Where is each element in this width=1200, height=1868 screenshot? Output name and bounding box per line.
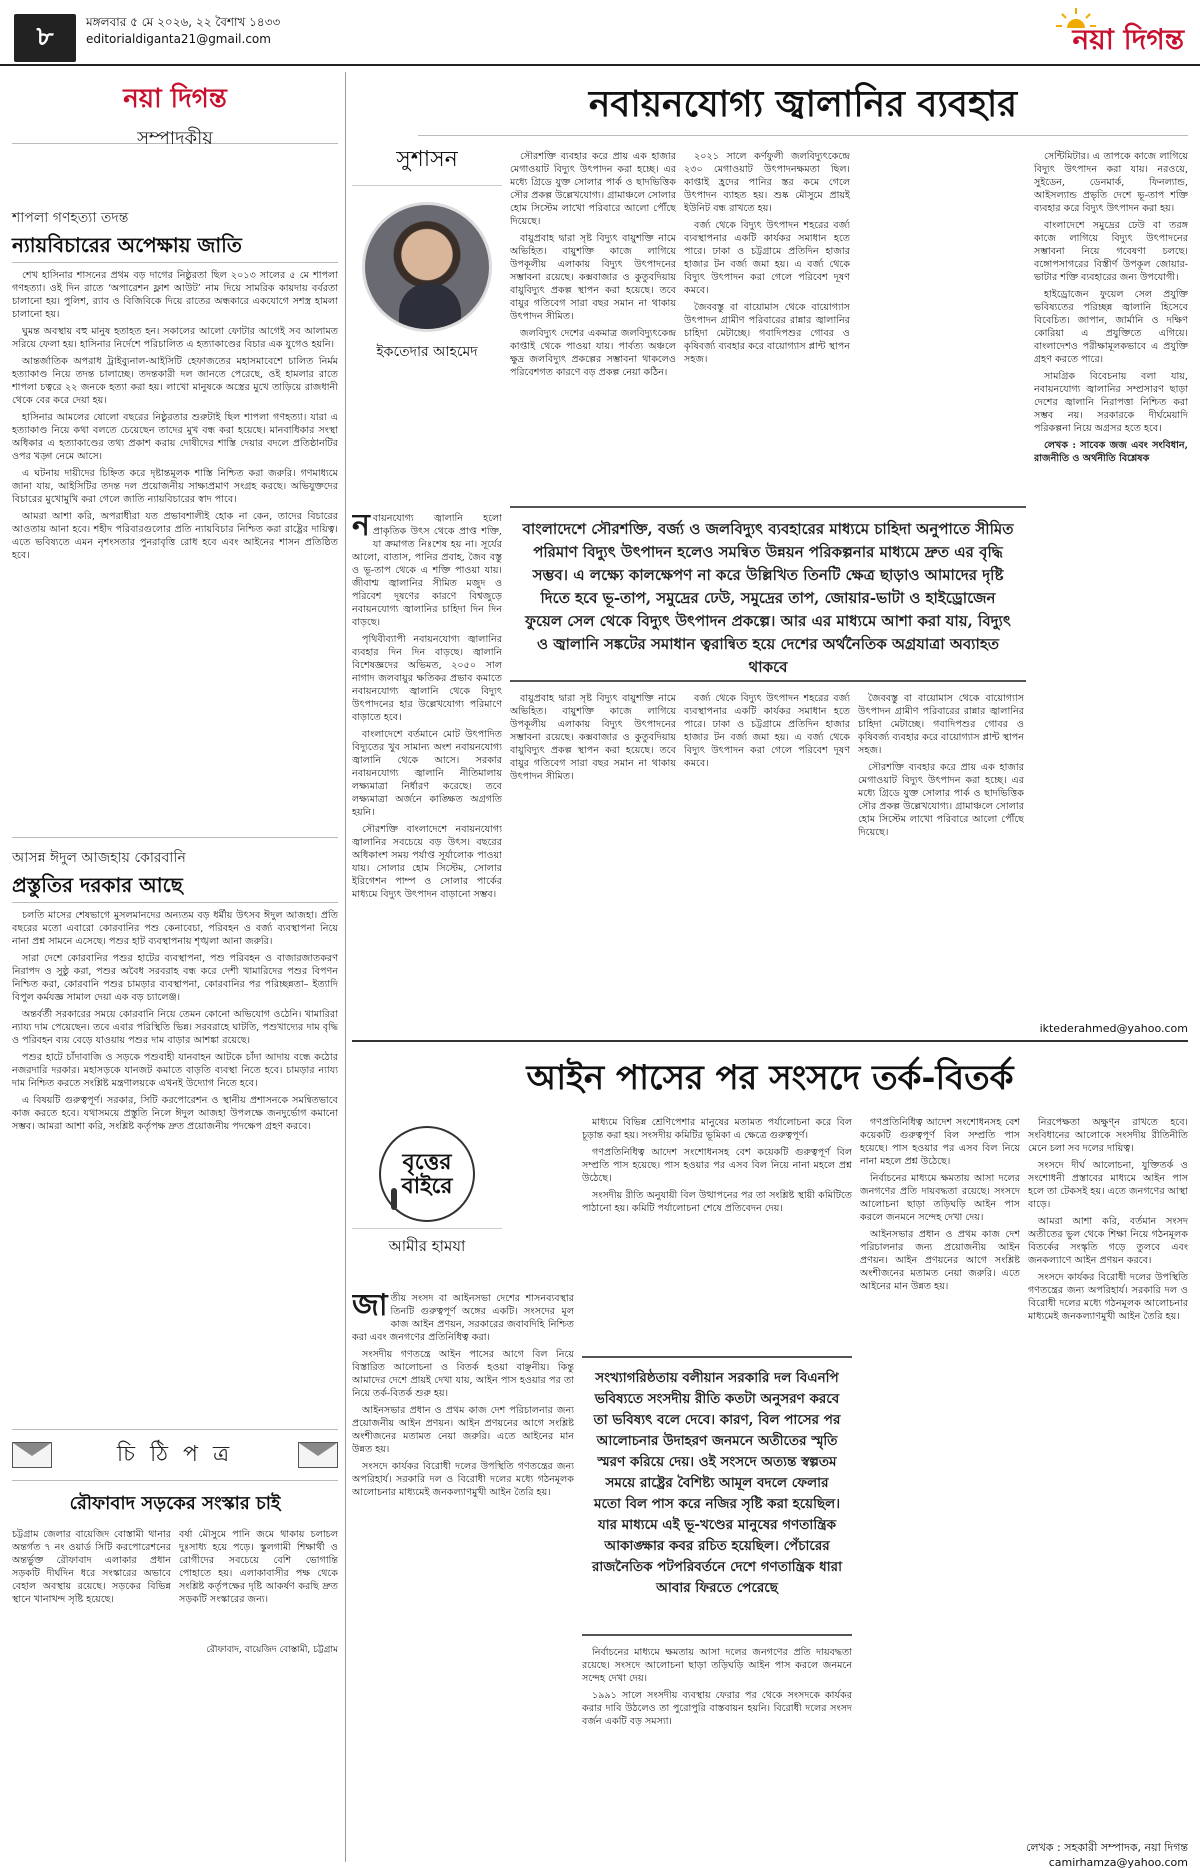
envelope-icon [298, 1442, 338, 1468]
letters-title: চি ঠি প ত্র [116, 1441, 234, 1467]
masthead-logo-text: নয়া দিগন্ত [1072, 23, 1184, 56]
editorial-headline-2: প্রস্তুতির দরকার আছে [12, 872, 338, 903]
author-portrait [362, 202, 492, 332]
editorial-email[interactable]: editorialdiganta21@gmail.com [86, 32, 271, 46]
article1-author: ইকতেদার আহমেদ [376, 344, 478, 360]
editorial-body-1: শেখ হাসিনার শাসনের প্রথম বড় দাগের নিষ্ঠুরতা ছিল ২০১৩ সালের ৫ মে শাপলা গণহত্যা। ওই দিন রাতে ‘অপারেশন ফ্লাশ আউট’ নাম দিয়ে সামরিক কায়দায় বর্বরতা চালানো হয়। পুলিশ, র‌্যাব ও বিজিবিকে দিয়ে রাতের অন্ধকারে একযোগে সশস্ত্র হামলা চালানো হয়। ঘুমন্ত অবস্থায় বহু মানুষ হতাহত হন। সকালের আলো ফোটার আগেই সব আলামত সরিয়ে ফেলা হয়। হাসিনার নির্দেশে পরিচালিত এ হত্যাকাণ্ডের বিচার এক যুগেও হয়নি। আন্তর্জাতিক অপরাধ ট্রাইব্যুনাল-আইসিটি হেফাজতের মহাসমাবেশে চালিত নির্মম হত্যাকাণ্ড নিয়ে তদন্ত চালাচ্ছে। তদন্তকারী দল জানতে পেরেছে, ওই হামলার রাতে শাপলা চত্বরে ২২ জনকে হত্যা করা হয়। লাখো মানুষকে অস্ত্রের মুখে তাড়িয়ে রাজধানী থেকে বের করে দেয়া হয়। হাসিনার আমলের ষোলো বছরের নিষ্ঠুরতার শুরুটাই ছিল শাপলা গণহত্যা। যারা এ হত্যাকাণ্ড নিয়ে কথা বলতে চেয়েছেন তাদের মুখ বন্ধ করা হয়েছে। মানবাধিকার সংস্থা অধিকার এ হত্যাকাণ্ডের তথ্য প্রকাশ করায় দোষীদের শাস্তি দেয়ার বদলে প্রতিষ্ঠানটির ওপর খড়্গ নেমে আসে। এ ঘটনায় দায়ীদের চিহ্নিত করে দৃষ্টান্তমূলক শাস্তি নিশ্চিত করা জরুরি। গণমাধ্যমে জানা যায়, আইসিটির তদন্ত দল প্রয়োজনীয় সাক্ষ্যপ্রমাণ সংগ্রহ করছে। অভিযুক্তদের বিচারের মুখোমুখি করা গেলে জাতি ন্যায়বিচারের স্বাদ পাবে। আমরা আশা করি, অপরাধীরা যত প্রভাবশালীই হোক না কেন, তাদের বিচারের আওতায় আনা হবে। শহীদ পরিবারগুলোর প্রতি ন্যায়বিচার নিশ্চিত করা রাষ্ট্রের দায়িত্ব। এতে ভবিষ্যতে এমন নৃশংসতার পুনরাবৃত্তি রোধ হবে এবং আইনের শাসন প্রতিষ্ঠিত হবে। [12, 270, 338, 561]
article2-column-block [352, 1116, 502, 1286]
dropcap: জা [352, 1292, 388, 1323]
article2-col-4: নিরপেক্ষতা অক্ষুণ্ন রাখতে হবে। সংবিধানের আলোকে সংসদীয় রীতিনীতি মেনে চলা সব দলের দায়িত্ব। সংসদে দীর্ঘ আলোচনা, যুক্তিতর্ক ও সংশোধনী প্রস্তাবের মাধ্যমে আইন পাস হলে তা টেকসই হয়। এতে জনগণের আস্থা বাড়ে। আমরা আশা করি, বর্তমান সংসদ অতীতের ভুল থেকে শিক্ষা নিয়ে গঠনমূলক বিতর্কের সংস্কৃতি গড়ে তুলবে এবং জনকল্যাণে আইন প্রণয়ন করবে। সংসদে কার্যকর বিরোধী দলের উপস্থিতি গণতন্ত্রের জন্য অপরিহার্য। সরকারি দল ও বিরোধী দলের মধ্যে গঠনমূলক আলোচনার মাধ্যমেই জনকল্যাণমুখী আইন তৈরি হয়। [1028, 1117, 1188, 1322]
article2-pullquote: সংখ্যাগরিষ্ঠতায় বলীয়ান সরকারি দল বিএনপি ভবিষ্যতে সংসদীয় রীতি কতটা অনুসরণ করবে তা ভবিষ্যৎ বলে দেবে। কারণ, বিল পাসের পর আলোচনার উদাহরণ জনমনে অতীতের স্মৃতি স্মরণ করিয়ে দেয়। ওই সংসদে অত্যন্ত স্বল্পতম সময়ে রাষ্ট্রের বৈশিষ্ট্য আমূল বদলে ফেলার মতো বিল পাস করে নজির সৃষ্টি করা হয়েছিল। যার মাধ্যমে এই ভূ-খণ্ডের মানুষের গণতান্ত্রিক আকাঙ্ক্ষার কবর রচিত হয়েছিল। পেঁচারের রাজনৈতিক পটপরিবর্তনে দেশে গণতান্ত্রিক ধারা আবার ফিরতে পেরেছে [582, 1356, 852, 1636]
issue-date: মঙ্গলবার ৫ মে ২০২৬, ২২ বৈশাখ ১৪৩৩ [86, 15, 281, 29]
masthead-logo [1014, 10, 1184, 54]
letter-col-1: চট্টগ্রাম জেলার বায়েজিদ বোস্তামী থানার অন্তর্গত ৭ নং ওয়ার্ড সিটি করপোরেশনের অন্তর্ভুক্ত রৌফাবাদ এলাকার প্রধান সড়কটি দীর্ঘদিন ধরে সংস্কারের অভাবে বেহাল অবস্থায় রয়েছে। সড়কের বিভিন্ন স্থানে খানাখন্দ সৃষ্টি হয়েছে। [12, 1529, 171, 1605]
column-logo [379, 1126, 475, 1222]
article2-title: আইন পাসের পর সংসদে তর্ক-বিতর্ক [526, 1058, 1014, 1098]
editorial-kicker-1: শাপলা গণহত্যা তদন্ত [12, 210, 129, 226]
editorial-column [12, 72, 338, 1862]
article1-col-1: নবায়নযোগ্য জ্বালানি হলো প্রাকৃতিক উৎস থেকে প্রাপ্ত শক্তি, যা ক্রমাগত নিঃশেষ হয় না। সূর্যের আলো, বাতাস, পানির প্রবাহ, জৈব বস্তু ও ভূ-তাপ থেকে এ শক্তি পাওয়া যায়। জীবাশ্ম জ্বালানির সীমিত মজুদ ও পরিবেশ দূষণের কারণে বিশ্বজুড়ে নবায়নযোগ্য জ্বালানির চাহিদা দিন দিন বাড়ছে। পৃথিবীব্যাপী নবায়নযোগ্য জ্বালানির ব্যবহার দিন দিন বাড়ছে। জ্বালানি বিশেষজ্ঞদের অভিমত, ২০৫০ সাল নাগাদ জলবায়ুর ক্ষতিকর প্রভাব কমাতে নবায়নযোগ্য জ্বালানি থেকে বিদ্যুৎ উৎপাদনের হার উল্লেখযোগ্য পরিমাণে বাড়াতে হবে। বাংলাদেশে বর্তমানে মোট উৎপাদিত বিদ্যুতের খুব সামান্য অংশ নবায়নযোগ্য জ্বালানি থেকে আসে। সরকার নবায়নযোগ্য জ্বালানি নীতিমালায় লক্ষ্যমাত্রা নির্ধারণ করেছে। তবে লক্ষ্যমাত্রা অর্জনে কাঙ্ক্ষিত অগ্রগতি হয়নি। সৌরশক্তি বাংলাদেশে নবায়নযোগ্য জ্বালানির সবচেয়ে বড় উৎস। বছরের অধিকাংশ সময় পর্যাপ্ত সূর্যালোক পাওয়া যায়। সোলার হোম সিস্টেম, সোলার ইরিগেশন পাম্প ও সোলার পার্কের মাধ্যমে বিদ্যুৎ উৎপাদন বাড়ানো সম্ভব। [352, 512, 502, 900]
column-divider [345, 72, 346, 1862]
article2-writer-role: লেখক : সহকারী সম্পাদক, নয়া দিগন্ত [1025, 1841, 1188, 1854]
column-logo-text: বৃত্তের বাইরে [401, 1149, 453, 1199]
editorial-body-2: চলতি মাসের শেষভাগে মুসলমানদের অন্যতম বড় ধর্মীয় উৎসব ঈদুল আজহা। প্রতি বছরের মতো এবারো কোরবানির পশু কেনাবেচা, পরিবহন ও বর্জ্য ব্যবস্থাপনা নিয়ে নানা প্রশ্ন সামনে এসেছে। পশুর হাট ব্যবস্থাপনায় শৃঙ্খলা আনা জরুরি। সারা দেশে কোরবানির পশুর হাটের ব্যবস্থাপনা, পশু পরিবহন ও বাজারজাতকরণ নিরাপদ ও সুষ্ঠু করা, পশুর অবৈধ সরবরাহ বন্ধ করে দেশী খামারিদের পশুর বিপণন নিশ্চিত করা, কোরবানি পশুর চামড়ার ব্যবস্থাপনা, কোরবানির পর পরিচ্ছন্নতা– ইত্যাদি বিপুল কর্মযজ্ঞ সামাল দেয়া এক বড় চ্যালেঞ্জ। অন্তর্বর্তী সরকারের সময়ে কোরবানি নিয়ে তেমন কোনো অভিযোগ ওঠেনি। খামারিরা ন্যায্য দাম পেয়েছেন। তবে এবার পরিস্থিতি ভিন্ন। সরবরাহে ঘাটতি, পশুখাদ্যের দাম বৃদ্ধি ও পরিবহন ব্যয় বেড়ে যাওয়ায় পশুর দাম বাড়ার আশঙ্কা রয়েছে। পশুর হাটে চাঁদাবাজি ও সড়কে পশুবাহী যানবাহন আটকে চাঁদা আদায় বন্ধে কঠোর নজরদারি দরকার। মহাসড়কে যানজট কমাতে বাড়তি ব্যবস্থা নিতে হবে। চামড়ার ন্যায্য দাম নিশ্চিত করতে সংশ্লিষ্ট মন্ত্রণালয়কে এখনই উদ্যোগ নিতে হবে। এ বিষয়টি গুরুত্বপূর্ণ। সরকার, সিটি করপোরেশন ও স্থানীয় প্রশাসনকে সমন্বিতভাবে কাজ করতে হবে। যথাসময়ে প্রস্তুতি নিলে ঈদুল আজহা উপলক্ষে জনদুর্ভোগ কমানো সম্ভব। আমরা আশা করি, সংশ্লিষ্ট কর্তৃপক্ষ দ্রুত প্রয়োজনীয় পদক্ষেপ গ্রহণ করবে। [12, 910, 338, 1132]
article1-col-2b: বায়ুপ্রবাহ দ্বারা সৃষ্ট বিদ্যুৎ বায়ুশক্তি নামে অভিহিত। বায়ুশক্তি কাজে লাগিয়ে উপকূলীয় এলাকায় বিদ্যুৎ উৎপাদনের সম্ভাবনা রয়েছে। কক্সবাজার ও কুতুবদিয়ায় বায়ুবিদ্যুৎ প্রকল্প স্থাপন করা হয়েছে। তবে বায়ুর গতিবেগ সারা বছর সমান না থাকায় উৎপাদন সীমিত। [510, 693, 676, 782]
editorial-masthead [12, 72, 338, 149]
editorial-label: সম্পাদকীয় [137, 128, 213, 149]
article2-col-1: জাতীয় সংসদ বা আইনসভা দেশের শাসনব্যবস্থার তিনটি গুরুত্বপূর্ণ অঙ্গের একটি। সংসদের মূল কাজ আইন প্রণয়ন, সরকারের জবাবদিহি নিশ্চিত করা এবং জনগণের প্রতিনিধিত্ব করা। সংসদীয় গণতন্ত্রে আইন পাসের আগে বিল নিয়ে বিস্তারিত আলোচনা ও বিতর্ক হওয়া বাঞ্ছনীয়। কিন্তু আমাদের দেশে প্রায়ই দেখা যায়, আইন পাস হওয়ার পর তা নিয়ে তর্ক-বিতর্ক শুরু হয়। আইনসভার প্রধান ও প্রথম কাজ দেশ পরিচালনার জন্য প্রয়োজনীয় আইন প্রণয়ন। আইন প্রণয়নের আগে সংশ্লিষ্ট অংশীজনের মতামত নেয়া জরুরি। এতে আইনের মান উন্নত হয়। সংসদে কার্যকর বিরোধী দলের উপস্থিতি গণতন্ত্রের জন্য অপরিহার্য। সরকারি দল ও বিরোধী দলের মধ্যে গঠনমূলক আলোচনার মাধ্যমেই জনকল্যাণমুখী আইন তৈরি হয়। [352, 1292, 574, 1498]
article2-col-2: মাধ্যমে বিভিন্ন শ্রেণিপেশার মানুষের মতামত পর্যালোচনা করে বিল চূড়ান্ত করা হয়। সংসদীয় কমিটির ভূমিকা এ ক্ষেত্রে গুরুত্বপূর্ণ। গণপ্রতিনিধিত্ব আদেশ সংশোধনসহ বেশ কয়েকটি গুরুত্বপূর্ণ বিল সম্প্রতি পাস হয়েছে। পাস হওয়ার পর এসব বিল নিয়ে নানা মহলে প্রশ্ন উঠেছে। সংসদীয় রীতি অনুযায়ী বিল উত্থাপনের পর তা সংশ্লিষ্ট স্থায়ী কমিটিতে পাঠানো হয়। কমিটি পর্যালোচনা শেষে প্রতিবেদন দেয়। [582, 1117, 852, 1214]
article-divider [352, 1040, 1188, 1042]
article2-email[interactable]: camirhamza@yahoo.com [1048, 1856, 1188, 1868]
article1-col-3: ২০২১ সালে কর্ণফুলী জলবিদ্যুৎকেন্দ্রে ২৩০ মেগাওয়াট উৎপাদনক্ষমতা ছিল। কাপ্তাই হ্রদের পানির স্তর কমে গেলে উৎপাদন ব্যাহত হয়। শুষ্ক মৌসুমে প্রায়ই ইউনিট বন্ধ রাখতে হয়। বর্জ্য থেকে বিদ্যুৎ উৎপাদন শহরের বর্জ্য ব্যবস্থাপনার একটি কার্যকর সমাধান হতে পারে। ঢাকা ও চট্টগ্রামে প্রতিদিন হাজার হাজার টন বর্জ্য জমা হয়। এ বর্জ্য থেকে বিদ্যুৎ উৎপাদন করা গেলে পরিবেশ দূষণ কমবে। জৈববস্তু বা বায়োমাস থেকে বায়োগ্যাস উৎপাদন গ্রামীণ পরিবারের রান্নার জ্বালানির চাহিদা মেটাচ্ছে। গবাদিপশুর গোবর ও কৃষিবর্জ্য ব্যবহার করে বায়োগ্যাস প্লান্ট স্থাপন সহজ। [684, 151, 850, 365]
page-header [0, 0, 1200, 66]
article1-title: নবায়নযোগ্য জ্বালানির ব্যবহার [418, 72, 1188, 136]
letter-headline: রৌফাবাদ সড়কের সংস্কার চাই [69, 1493, 281, 1514]
editorial-headline-1: ন্যায়বিচারের অপেক্ষায় জাতি [12, 232, 338, 263]
walker-icon [391, 1188, 397, 1210]
article1-col-3b: বর্জ্য থেকে বিদ্যুৎ উৎপাদন শহরের বর্জ্য ব্যবস্থাপনার একটি কার্যকর সমাধান হতে পারে। ঢাকা ও চট্টগ্রামে প্রতিদিন হাজার হাজার টন বর্জ্য জমা হয়। এ বর্জ্য থেকে বিদ্যুৎ উৎপাদন করা গেলে পরিবেশ দূষণ কমবে। [684, 693, 850, 769]
letters-section-header [12, 1429, 338, 1481]
dropcap: ন [352, 512, 370, 543]
divider [12, 837, 338, 838]
article2-writer-note [1026, 1840, 1188, 1868]
article1-col-3c: জৈববস্তু বা বায়োমাস থেকে বায়োগ্যাস উৎপাদন গ্রামীণ পরিবারের রান্নার জ্বালানির চাহিদা মেটাচ্ছে। গবাদিপশুর গোবর ও কৃষিবর্জ্য ব্যবহার করে বায়োগ্যাস প্লান্ট স্থাপন সহজ। সৌরশক্তি ব্যবহার করে প্রায় এক হাজার মেগাওয়াট বিদ্যুৎ উৎপাদন করা হচ্ছে। এর মধ্যে গ্রিডে যুক্ত সোলার পার্ক ও ছাদভিত্তিক সৌর প্রকল্প উল্লেখযোগ্য। গ্রামাঞ্চলে সোলার হোম সিস্টেম লাখো পরিবারে আলো পৌঁছে দিয়েছে। [858, 693, 1024, 838]
article1-author-block [352, 142, 502, 502]
letter-body [12, 1528, 338, 1638]
letter-col-2: বর্ষা মৌসুমে পানি জমে থাকায় চলাচল দুঃসাধ্য হয়ে পড়ে। স্কুলগামী শিক্ষার্থী ও রোগীদের সবচেয়ে বেশি ভোগান্তি পোহাতে হয়। এলাকাবাসীর পক্ষ থেকে সংশ্লিষ্ট কর্তৃপক্ষের দৃষ্টি আকর্ষণ করছি দ্রুত সড়কটি সংস্কারের জন্য। [179, 1529, 338, 1605]
editorial-logo: নয়া দিগন্ত [123, 84, 227, 114]
article1-pullquote: বাংলাদেশে সৌরশক্তি, বর্জ্য ও জলবিদ্যুৎ ব্যবহারের মাধ্যমে চাহিদা অনুপাতে সীমিত পরিমাণ বিদ্যুৎ উৎপাদন হলেও সমন্বিত উন্নয়ন পরিকল্পনার মাধ্যমে দ্রুত এর বৃদ্ধি সম্ভব। এ লক্ষ্যে কালক্ষেপণ না করে উল্লিখিত তিনটি ক্ষেত্র ছাড়াও আমাদের দৃষ্টি দিতে হবে ভূ-তাপ, সমুদ্রের ঢেউ, সমুদ্রের তাপ, জোয়ার-ভাটা ও হাইড্রোজেন ফুয়েল সেল থেকে বিদ্যুৎ উৎপাদন প্রকল্পে। আর এর মাধ্যমে আশা করা যায়, বিদ্যুৎ ও জ্বালানি সঙ্কটের সমাধান ত্বরান্বিত হয়ে দেশের অর্থনৈতিক অগ্রযাত্রা অব্যাহত থাকবে [510, 506, 1026, 682]
envelope-icon [12, 1442, 52, 1468]
article2-col-2b: নির্বাচনের মাধ্যমে ক্ষমতায় আসা দলের জনগণের প্রতি দায়বদ্ধতা রয়েছে। সংসদে আলোচনা ছাড়া তড়িঘড়ি আইন পাস করলে জনমনে সন্দেহ দেখা দেয়। ১৯৯১ সালে সংসদীয় ব্যবস্থায় ফেরার পর থেকে সংসদকে কার্যকর করার দাবি উঠলেও তা পুরোপুরি বাস্তবায়ন হয়নি। বিরোধী দলের সংসদ বর্জন একটি বড় সমস্যা। [582, 1647, 852, 1727]
article1-column-name: সুশাসন [352, 142, 502, 186]
op-ed-area [352, 72, 1188, 1868]
article1-email[interactable]: iktederahmed@yahoo.com [1039, 1022, 1188, 1035]
editorial-kicker-2: আসন্ন ঈদুল আজহায় কোরবানি [12, 850, 186, 866]
article1-col-4: সেন্টিমিটার। এ তাপকে কাজে লাগিয়ে বিদ্যুৎ উৎপাদন করা যায়। নরওয়ে, সুইডেন, ডেনমার্ক, ফিনল্যান্ড, আইসল্যান্ড প্রভৃতি দেশে ভূ-তাপ শক্তি ব্যবহার করে বিদ্যুৎ উৎপাদন করা হয়। বাংলাদেশে সমুদ্রের ঢেউ বা তরঙ্গ কাজে লাগিয়ে বিদ্যুৎ উৎপাদনের সম্ভাবনা নিয়ে গবেষণা চলছে। বঙ্গোপসাগরের বিস্তীর্ণ উপকূল জোয়ার-ভাটার শক্তি ব্যবহারের জন্য উপযোগী। হাইড্রোজেন ফুয়েল সেল প্রযুক্তি ভবিষ্যতের পরিচ্ছন্ন জ্বালানি হিসেবে বিবেচিত। জাপান, জার্মানি ও দক্ষিণ কোরিয়া এ প্রযুক্তিতে এগিয়ে। বাংলাদেশও পরীক্ষামূলকভাবে এ প্রযুক্তি গ্রহণ করতে পারে। সামগ্রিক বিবেচনায় বলা যায়, নবায়নযোগ্য জ্বালানির সম্প্রসারণ ছাড়া দেশের জ্বালানি নিরাপত্তা নিশ্চিত করা সম্ভব নয়। সরকারকে দীর্ঘমেয়াদি পরিকল্পনা নিয়ে অগ্রসর হতে হবে। লেখক : সাবেক জজ এবং সংবিধান, রাজনীতি ও অর্থনীতি বিশ্লেষক [1034, 151, 1188, 464]
letter-signature: রৌফাবাদ, বায়েজিদ বোস্তামী, চট্টগ্রাম [206, 1645, 338, 1655]
page-number: ৮ [14, 14, 76, 62]
article2-author: আমীর হামযা [352, 1228, 502, 1260]
article1-col-2: সৌরশক্তি ব্যবহার করে প্রায় এক হাজার মেগাওয়াট বিদ্যুৎ উৎপাদন করা হচ্ছে। এর মধ্যে গ্রিডে যুক্ত সোলার পার্ক ও ছাদভিত্তিক সৌর প্রকল্প উল্লেখযোগ্য। গ্রামাঞ্চলে সোলার হোম সিস্টেম লাখো পরিবারে আলো পৌঁছে দিয়েছে। বায়ুপ্রবাহ দ্বারা সৃষ্ট বিদ্যুৎ বায়ুশক্তি নামে অভিহিত। বায়ুশক্তি কাজে লাগিয়ে উপকূলীয় এলাকায় বিদ্যুৎ উৎপাদনের সম্ভাবনা রয়েছে। কক্সবাজার ও কুতুবদিয়ায় বায়ুবিদ্যুৎ প্রকল্প স্থাপন করা হয়েছে। তবে বায়ুর গতিবেগ সারা বছর সমান না থাকায় উৎপাদন সীমিত। জলবিদ্যুৎ দেশের একমাত্র জলবিদ্যুৎকেন্দ্র কাপ্তাই থেকে পাওয়া যায়। পার্বত্য অঞ্চলে ক্ষুদ্র জলবিদ্যুৎ প্রকল্পের সম্ভাবনা থাকলেও পরিবেশগত কারণে বড় প্রকল্প নেয়া কঠিন। [510, 151, 676, 378]
article2-col-3: গণপ্রতিনিধিত্ব আদেশ সংশোধনসহ বেশ কয়েকটি গুরুত্বপূর্ণ বিল সম্প্রতি পাস হয়েছে। পাস হওয়ার পর এসব বিল নিয়ে নানা মহলে প্রশ্ন উঠেছে। নির্বাচনের মাধ্যমে ক্ষমতায় আসা দলের জনগণের প্রতি দায়বদ্ধতা রয়েছে। সংসদে আলোচনা ছাড়া তড়িঘড়ি আইন পাস করলে জনমনে সন্দেহ দেখা দেয়। আইনসভার প্রধান ও প্রথম কাজ দেশ পরিচালনার জন্য প্রয়োজনীয় আইন প্রণয়ন। আইন প্রণয়নের আগে সংশ্লিষ্ট অংশীজনের মতামত নেয়া জরুরি। এতে আইনের মান উন্নত হয়। [860, 1117, 1020, 1292]
